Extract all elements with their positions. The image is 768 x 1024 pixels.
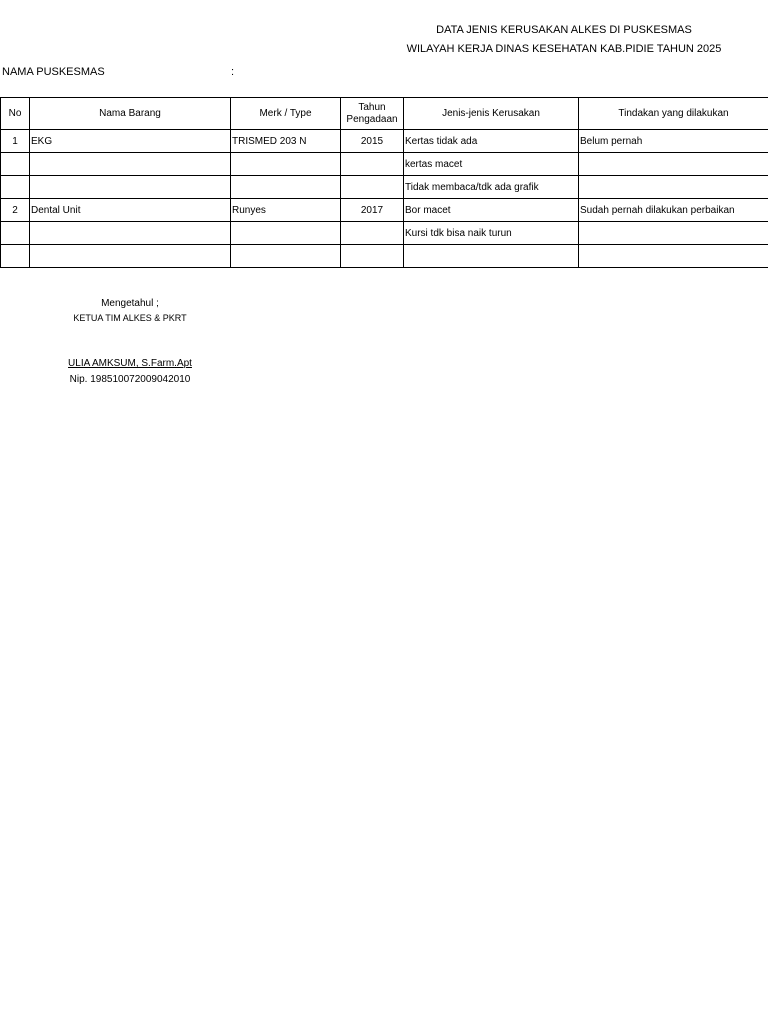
cell-kerusakan: Kursi tdk bisa naik turun: [404, 222, 579, 245]
column-header-no: No: [1, 98, 30, 130]
cell-merk-type: [231, 153, 341, 176]
cell-nama-barang: EKG: [30, 130, 231, 153]
puskesmas-name-colon: :: [231, 66, 235, 78]
cell-no: [1, 176, 30, 199]
cell-tahun: [341, 222, 404, 245]
table-header-row: [1, 98, 768, 130]
cell-kerusakan: [404, 245, 579, 268]
cell-tahun: [341, 153, 404, 176]
cell-tindakan: [579, 222, 768, 245]
table-row: [1, 245, 768, 268]
cell-tindakan: Belum pernah: [579, 130, 768, 153]
cell-merk-type: [231, 222, 341, 245]
signer-name: ULIA AMKSUM, S.Farm.Apt: [68, 358, 192, 369]
cell-no: 1: [1, 130, 30, 153]
table-row: [1, 153, 768, 176]
column-header-tahun-pengadaan: Tahun Pengadaan: [341, 98, 404, 130]
document-title-line-2: WILAYAH KERJA DINAS KESEHATAN KAB.PIDIE TAHUN 2025: [406, 43, 722, 55]
cell-tahun: 2015: [341, 130, 404, 153]
cell-nama-barang: [30, 245, 231, 268]
cell-merk-type: [231, 176, 341, 199]
cell-tahun: [341, 245, 404, 268]
cell-no: 2: [1, 199, 30, 222]
document-title-line-1: DATA JENIS KERUSAKAN ALKES DI PUSKESMAS: [436, 24, 692, 36]
cell-tindakan: [579, 245, 768, 268]
signer-role: KETUA TIM ALKES & PKRT: [73, 313, 187, 323]
cell-tindakan: [579, 176, 768, 199]
column-header-tindakan: Tindakan yang dilakukan: [579, 98, 768, 130]
puskesmas-name-label: NAMA PUSKESMAS: [2, 66, 105, 78]
cell-merk-type: [231, 245, 341, 268]
column-header-nama-barang: Nama Barang: [30, 98, 231, 130]
cell-nama-barang: [30, 222, 231, 245]
cell-tindakan: [579, 153, 768, 176]
cell-nama-barang: [30, 176, 231, 199]
signer-nip: Nip. 198510072009042010: [69, 374, 191, 385]
table-row: [1, 130, 768, 153]
cell-kerusakan: kertas macet: [404, 153, 579, 176]
cell-tindakan: Sudah pernah dilakukan perbaikan: [579, 199, 768, 222]
cell-tahun: 2017: [341, 199, 404, 222]
table-row: [1, 222, 768, 245]
cell-merk-type: Runyes: [231, 199, 341, 222]
cell-kerusakan: Kertas tidak ada: [404, 130, 579, 153]
table-row: [1, 176, 768, 199]
column-header-merk-type: Merk / Type: [231, 98, 341, 130]
cell-no: [1, 153, 30, 176]
cell-kerusakan: Bor macet: [404, 199, 579, 222]
cell-no: [1, 222, 30, 245]
column-header-jenis-kerusakan: Jenis-jenis Kerusakan: [404, 98, 579, 130]
cell-nama-barang: Dental Unit: [30, 199, 231, 222]
cell-tahun: [341, 176, 404, 199]
acknowledgement-label: Mengetahul ;: [101, 298, 159, 309]
cell-nama-barang: [30, 153, 231, 176]
damage-data-table: [0, 97, 768, 268]
cell-no: [1, 245, 30, 268]
cell-kerusakan: Tidak membaca/tdk ada grafik: [404, 176, 579, 199]
cell-merk-type: TRISMED 203 N: [231, 130, 341, 153]
table-row: [1, 199, 768, 222]
